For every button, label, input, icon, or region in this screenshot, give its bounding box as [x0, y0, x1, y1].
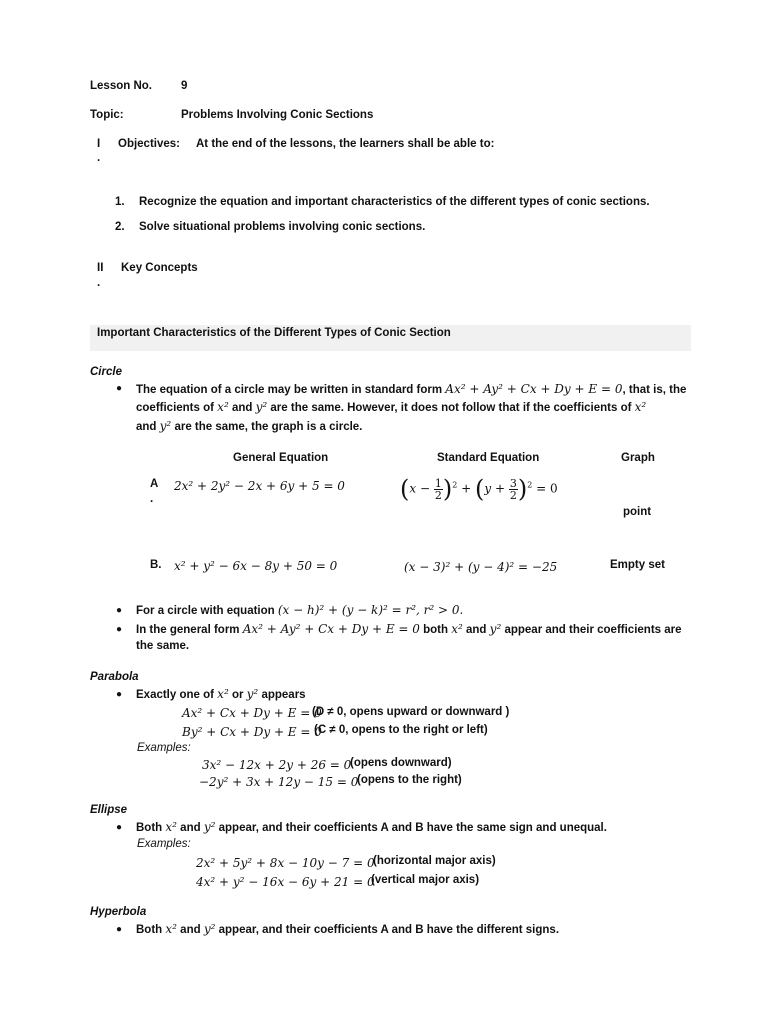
- key-concepts-numeral: II: [97, 262, 104, 274]
- bullet-icon: ●: [116, 822, 123, 833]
- objective-text: Solve situational problems involving conic sections.: [139, 221, 426, 233]
- table-header-standard: Standard Equation: [437, 452, 540, 464]
- objective-number: 1.: [115, 196, 125, 208]
- bullet-icon: ●: [116, 689, 123, 700]
- row-a-general-equation: 2x² + 2y² − 2x + 6y + 5 = 0: [174, 479, 345, 493]
- topic-value: Problems Involving Conic Sections: [181, 109, 374, 121]
- objectives-dot: .: [97, 152, 101, 164]
- objectives-label: Objectives:: [118, 138, 180, 150]
- parabola-example-1-note: (opens downward): [350, 757, 452, 769]
- ellipse-example-2-note: (vertical major axis): [371, 874, 480, 886]
- row-b-label: B.: [150, 559, 162, 571]
- parabola-equation-2-note: (C ≠ 0, opens to the right or left): [314, 724, 488, 736]
- row-b-general-equation: x² + y² − 6x − 8y + 50 = 0: [174, 559, 338, 573]
- topic-label: Topic:: [90, 109, 124, 121]
- circle-bullet-1-line-2: coefficients of x² and y² are the same. However, it does not follow that if the coefficients of x²: [136, 400, 647, 414]
- objectives-intro: At the end of the lessons, the learners shall be able to:: [196, 138, 495, 150]
- ellipse-example-1-note: (horizontal major axis): [373, 855, 496, 867]
- objectives-numeral: I: [97, 138, 101, 150]
- lesson-label: Lesson No.: [90, 80, 152, 92]
- parabola-example-1: 3x² − 12x + 2y + 26 = 0: [202, 758, 352, 772]
- circle-bullet-1-line-1: The equation of a circle may be written in standard form Ax² + Ay² + Cx + Dy + E = 0, that is, the: [136, 382, 687, 396]
- bullet-icon: ●: [116, 624, 123, 635]
- ellipse-example-1: 2x² + 5y² + 8x − 10y − 7 = 0: [196, 856, 375, 870]
- parabola-bullet-1: Exactly one of x² or y² appears: [136, 687, 306, 701]
- row-a-label: A: [150, 478, 159, 490]
- ellipse-examples-label: Examples:: [137, 838, 191, 850]
- ellipse-example-2: 4x² + y² − 16x − 6y + 21 = 0: [196, 875, 375, 889]
- table-header-graph: Graph: [621, 452, 655, 464]
- parabola-example-2: −2y² + 3x + 12y − 15 = 0: [199, 775, 359, 789]
- parabola-equation-1: Ax² + Cx + Dy + E = 0: [182, 706, 322, 720]
- row-a-graph: point: [623, 506, 652, 518]
- parabola-equation-1-note: (D ≠ 0, opens upward or downward ): [312, 706, 510, 718]
- ellipse-bullet-1: Both x² and y² appear, and their coefficients A and B have the same sign and unequal.: [136, 820, 607, 834]
- bullet-icon: ●: [116, 924, 123, 935]
- section-heading: Important Characteristics of the Different Types of Conic Section: [97, 327, 451, 339]
- circle-bullet-1-line-3: and y² are the same, the graph is a circle.: [136, 419, 363, 433]
- circle-bullet-2: For a circle with equation (x − h)² + (y − k)² = r², r² > 0.: [136, 603, 464, 617]
- circle-bullet-3-line-2: the same.: [136, 640, 190, 652]
- hyperbola-title: Hyperbola: [90, 906, 147, 918]
- key-concepts-dot: .: [97, 277, 101, 289]
- table-header-general: General Equation: [233, 452, 329, 464]
- row-b-standard-equation: (x − 3)² + (y − 4)² = −25: [404, 560, 558, 574]
- objective-number: 2.: [115, 221, 125, 233]
- bullet-icon: ●: [116, 605, 123, 616]
- row-b-graph: Empty set: [610, 559, 665, 571]
- circle-title: Circle: [90, 366, 122, 378]
- bullet-icon: ●: [116, 383, 123, 394]
- objective-text: Recognize the equation and important characteristics of the different types of conic sections.: [139, 196, 650, 208]
- parabola-equation-2: By² + Cx + Dy + E = 0: [182, 725, 322, 739]
- parabola-example-2-note: (opens to the right): [357, 774, 462, 786]
- parabola-examples-label: Examples:: [137, 742, 191, 754]
- parabola-title: Parabola: [90, 671, 139, 683]
- row-a-dot: .: [150, 493, 154, 505]
- lesson-number: 9: [181, 80, 188, 92]
- hyperbola-bullet-1: Both x² and y² appear, and their coefficients A and B have the different signs.: [136, 922, 560, 936]
- row-a-standard-equation: (x − $\frac{1}{2}$ )$^2$ + (y + $\frac{3}{2}$ )$^2$ = 0: [400, 475, 558, 503]
- circle-bullet-3-line-1: In the general form Ax² + Ay² + Cx + Dy + E = 0 both x² and y² appear and their coefficients are: [136, 622, 682, 636]
- key-concepts-label: Key Concepts: [121, 262, 198, 274]
- ellipse-title: Ellipse: [90, 804, 128, 816]
